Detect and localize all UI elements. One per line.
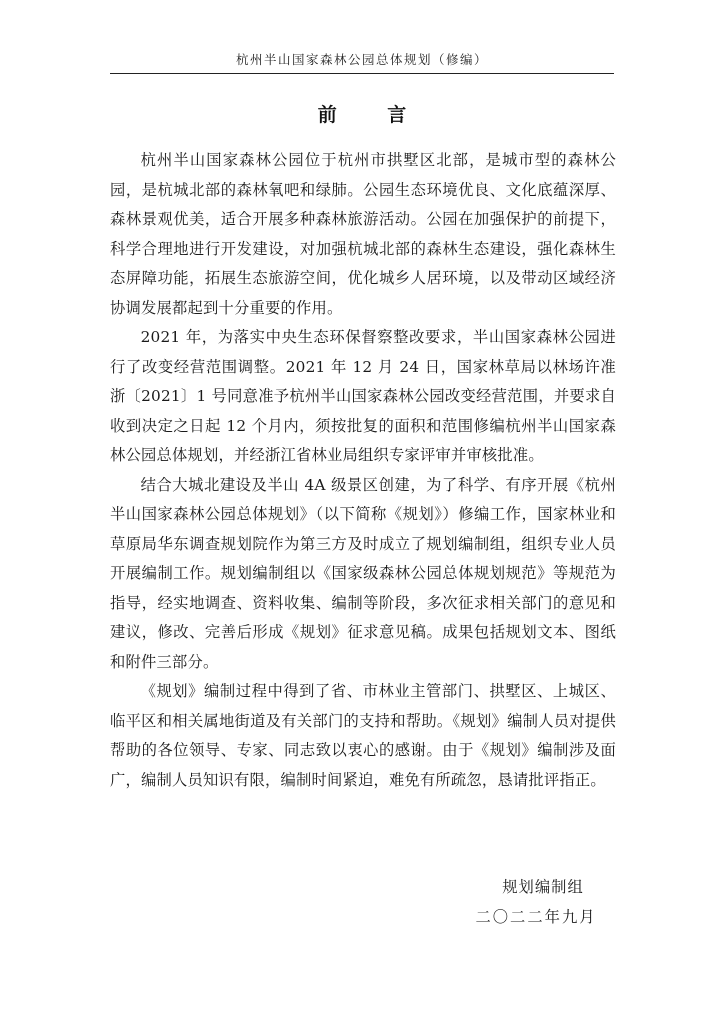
header-rule	[110, 73, 614, 74]
signature-org: 规划编制组	[502, 878, 584, 896]
paragraph-2: 2021 年，为落实中央生态环保督察整改要求，半山国家森林公园进行了改变经营范围调整。2021 年 12 月 24 日，国家林草局以林场许准浙〔2021〕1 号同意准予杭州半山国家森林公园改变经营范围，并要求自收到决定之日起 12 个月内，须按批复的面积和范围修编杭州半山国家森林公园总体规划，并经浙江省林业局组织专家评审并审核批准。	[110, 328, 616, 464]
signature-date: 二〇二二年九月	[475, 908, 597, 926]
paragraph-3: 结合大城北建设及半山 4A 级景区创建，为了科学、有序开展《杭州半山国家森林公园总体规划》（以下简称《规划》）修编工作，国家林业和草原局华东调查规划院作为第三方及时成立了规划编制组，组织专业人员开展编制工作。规划编制组以《国家级森林公园总体规划规范》等规范为指导，经实地调查、资料收集、编制等阶段，多次征求相关部门的意见和建议，修改、完善后形成《规划》征求意见稿。成果包括规划文本、图纸和附件三部分。	[110, 475, 616, 671]
signature-block	[456, 872, 616, 932]
page-title: 前 言	[317, 104, 429, 126]
paragraph-1: 杭州半山国家森林公园位于杭州市拱墅区北部，是城市型的森林公园，是杭城北部的森林氧吧和绿肺。公园生态环境优良、文化底蕴深厚、森林景观优美，适合开展多种森林旅游活动。公园在加强保护的前提下，科学合理地进行开发建设，对加强杭城北部的森林生态建设，强化森林生态屏障功能，拓展生态旅游空间，优化城乡人居环境，以及带动区域经济协调发展都起到十分重要的作用。	[110, 151, 616, 317]
body-text	[110, 146, 616, 795]
paragraph-4: 《规划》编制过程中得到了省、市林业主管部门、拱墅区、上城区、临平区和相关属地街道及有关部门的支持和帮助。《规划》编制人员对提供帮助的各位领导、专家、同志致以衷心的感谢。由于《规划》编制涉及面广，编制人员知识有限，编制时间紧迫，难免有所疏忽，恳请批评指正。	[110, 682, 616, 789]
running-header: 杭州半山国家森林公园总体规划（修编）	[235, 52, 488, 67]
